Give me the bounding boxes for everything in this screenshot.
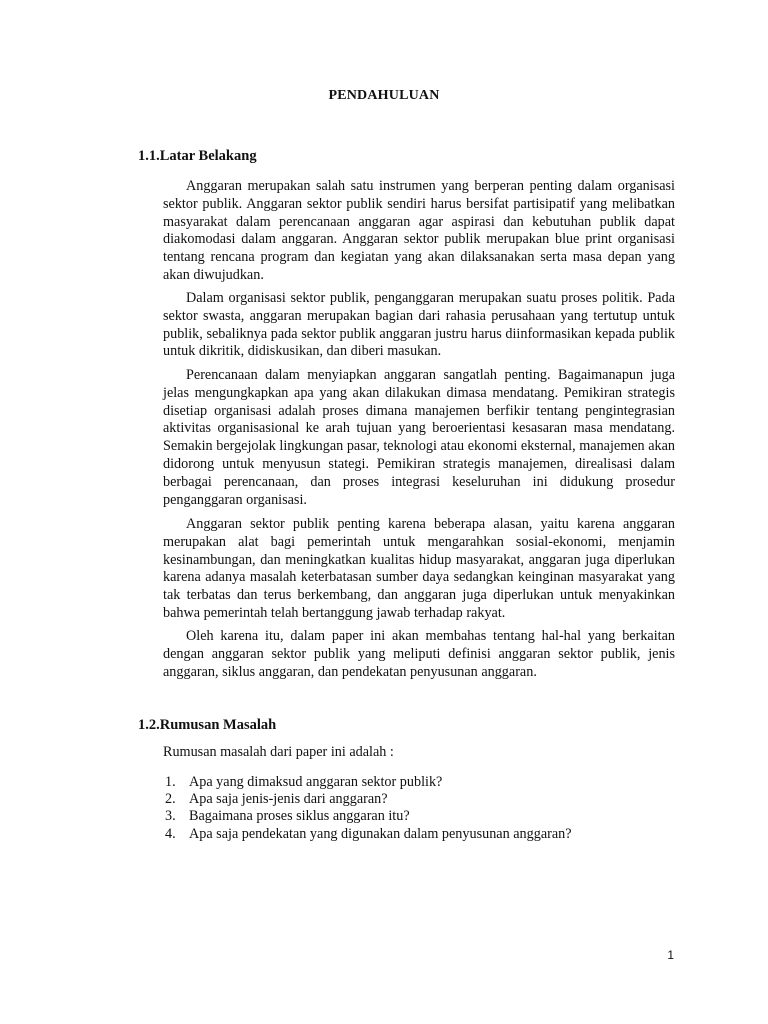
list-number: 4. (165, 825, 176, 842)
list-number: 3. (165, 808, 176, 825)
paragraph-5: Oleh karena itu, dalam paper ini akan membahas tentang hal-hal yang berkaitan dengan anggaran sektor publik yang meliputi definisi anggaran sektor publik, jenis anggaran, siklus anggaran, dan pendekatan penyusunan anggaran. (163, 628, 675, 680)
paragraph-4: Anggaran sektor publik penting karena beberapa alasan, yaitu karena anggaran merupakan alat bagi pemerintah untuk mengarahkan sosial-ekonomi, menjamin kesinambungan, dan meningkatkan kualitas hidup masyarakat, anggaran juga diperlukan karena adanya masalah keterbatasan sumber daya sedangkan keinginan masyarakat yang tak terbatas dan terus berkembang, dan anggaran juga diperlukan untuk menyakinkan bahwa pemerintah telah bertanggung jawab terhadap rakyat. (163, 516, 675, 621)
list-item (163, 808, 572, 825)
section-heading-latar-belakang: 1.1.Latar Belakang (138, 148, 257, 164)
paragraph-2: Dalam organisasi sektor publik, penganggaran merupakan suatu proses politik. Pada sektor swasta, anggaran merupakan bagian dari rahasia perusahaan yang tertutup untuk publik, sebaliknya pada sektor publik anggaran justru harus diinformasikan kepada publik untuk dikritik, didiskusikan, dan diberi masukan. (163, 290, 675, 360)
list-number: 1. (165, 774, 176, 790)
list-text: Apa saja pendekatan yang digunakan dalam penyusunan anggaran? (189, 825, 572, 842)
paragraph-1: Anggaran merupakan salah satu instrumen yang berperan penting dalam organisasi sektor publik. Anggaran sektor publik sendiri harus bersifat partisipatif yang melibatkan masyarakat dalam perencanaan anggaran agar aspirasi dan kebutuhan publik dapat diakomodasi dalam anggaran. Anggaran sektor publik merupakan blue print organisasi tentang rencana program dan kegiatan yang akan dilaksanakan serta masa depan yang akan diwujudkan. (163, 178, 675, 283)
list-item (163, 791, 572, 808)
list-item (163, 826, 572, 843)
list-text: Apa yang dimaksud anggaran sektor publik? (189, 774, 443, 790)
page-number: 1 (667, 948, 674, 962)
section-heading-rumusan-masalah: 1.2.Rumusan Masalah (138, 717, 277, 733)
list-item (163, 774, 572, 791)
paragraph-3: Perencanaan dalam menyiapkan anggaran sangatlah penting. Bagaimanapun juga jelas mengungkapkan apa yang akan dilakukan dimasa mendatang. Pemikiran strategis disetiap organisasi adalah proses dimana manajemen berfikir tentang pengintegrasian aktivitas organisasional ke arah tujuan yang beroerientasi kesasaran masa mendatang. Semakin bergejolak lingkungan pasar, teknologi atau ekonomi eksternal, manajemen akan didorong untuk menyusun stategi. Pemikiran strategis manajemen, direalisasi dalam berbagai perencanaan, dan proses integrasi keseluruhan ini didukung prosedur penganggaran organisasi. (163, 367, 675, 508)
list-text: Apa saja jenis-jenis dari anggaran? (189, 791, 388, 808)
document-title: PENDAHULUAN (328, 88, 440, 103)
list-text: Bagaimana proses siklus anggaran itu? (189, 808, 410, 825)
rumusan-intro: Rumusan masalah dari paper ini adalah : (163, 744, 394, 760)
question-list (163, 774, 572, 843)
list-number: 2. (165, 791, 176, 808)
